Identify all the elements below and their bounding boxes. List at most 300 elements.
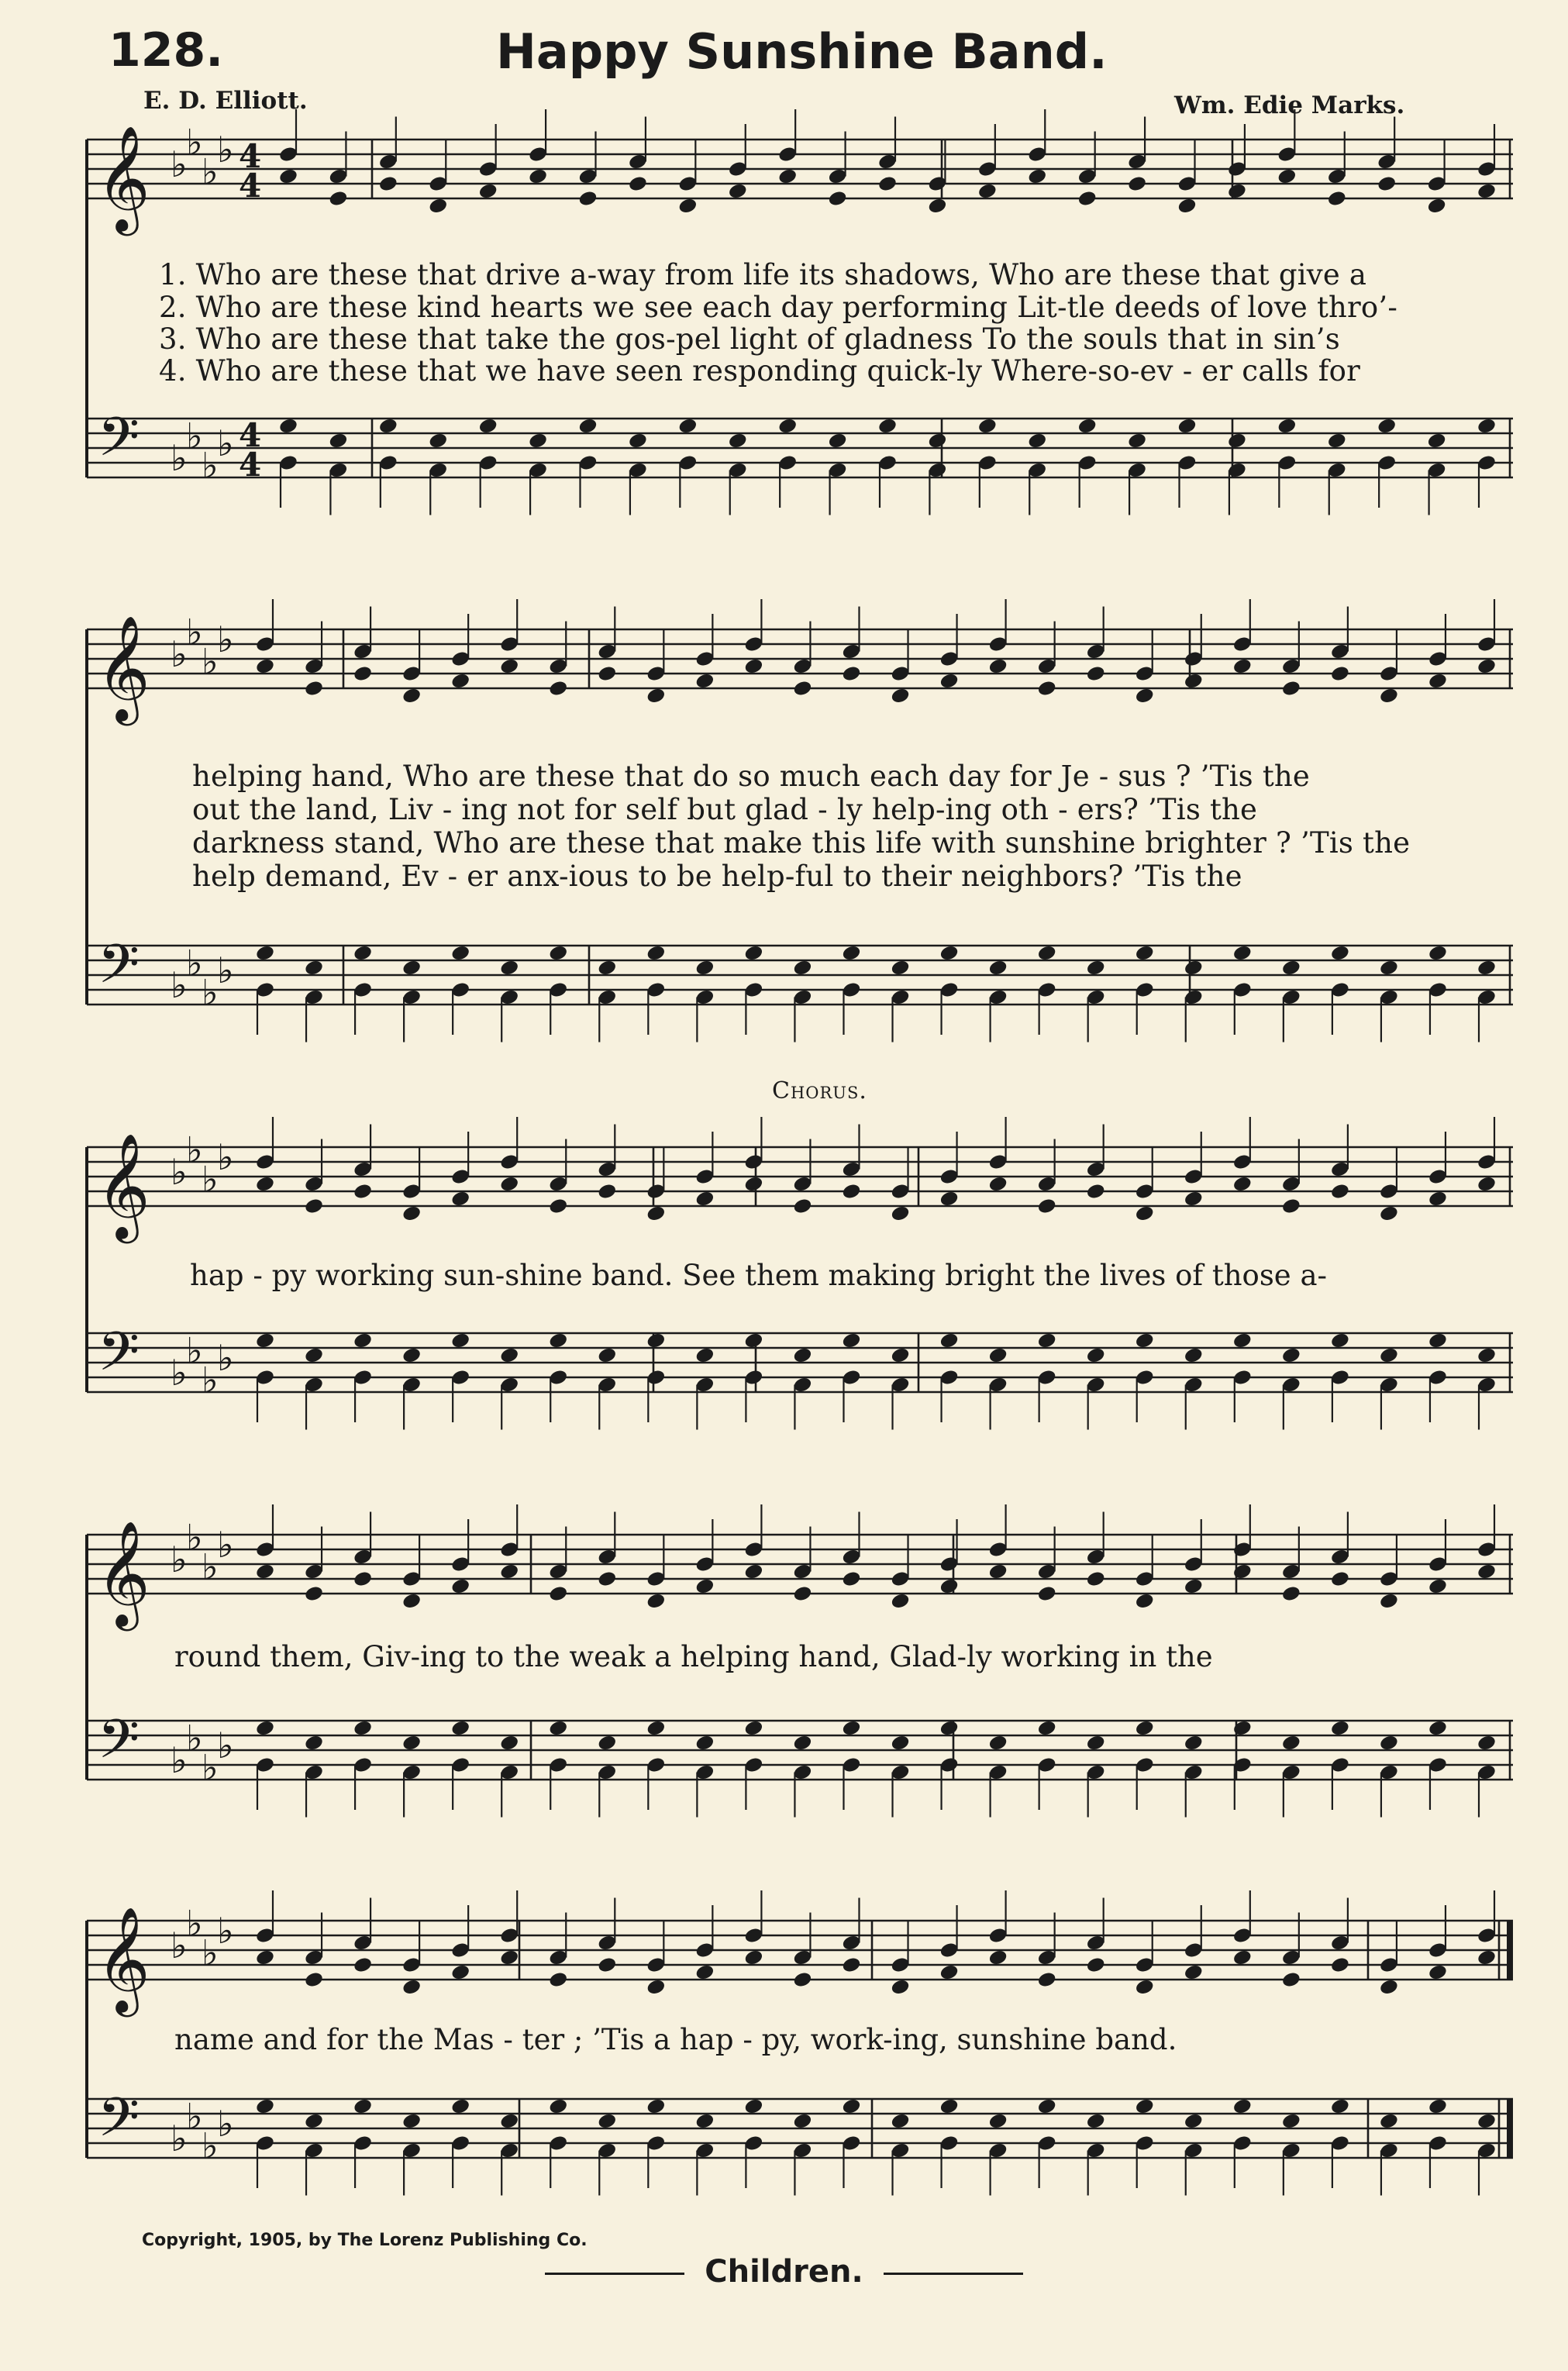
alto-note [743,1949,763,1966]
flat-sign: ♭ [217,1337,234,1379]
tenor-note [792,1346,812,1364]
alto-note [548,679,568,697]
tenor-note [304,2112,324,2130]
tenor-note [646,944,666,962]
alto-note [939,1963,959,1981]
tenor-note [548,1332,568,1349]
lyricist-credit: E. D. Elliott. [143,87,308,115]
tenor-note [304,1346,324,1364]
alto-note [1232,657,1253,675]
alto-note [827,189,847,207]
alto-note [743,1563,763,1580]
tenor-note [1477,959,1497,977]
tenor-note [1184,1346,1204,1364]
tenor-note [1135,1332,1155,1349]
alto-note [353,1182,373,1200]
tenor-note [401,1346,422,1364]
footer-label: Children. [705,2254,863,2290]
tenor-note [1379,1734,1399,1752]
alto-note [597,1956,617,1973]
tenor-note [1281,959,1301,977]
alto-note [401,1978,422,1996]
flat-sign: ♭ [186,415,203,457]
tenor-note [597,959,617,977]
alto-note [1177,197,1197,215]
tenor-note [1477,2112,1497,2130]
tenor-note [841,1719,861,1737]
tenor-note [877,417,898,435]
tenor-note [743,2097,763,2115]
tenor-note [939,1719,959,1737]
flat-sign: ♭ [186,121,203,164]
hymn-number: 128. [109,23,224,78]
alto-note [1327,189,1347,207]
alto-note [927,197,947,215]
treble-clef: 𝄞 [96,1519,150,1626]
alto-note [1085,664,1105,682]
verse-2-line-1: 2. Who are these kind hearts we see each day performing Lit-tle deeds of love thro’- [159,291,1398,324]
tenor-note [987,2112,1008,2130]
alto-note [1426,197,1446,215]
alto-note [628,174,648,192]
alto-note [890,687,910,705]
alto-note [577,189,598,207]
alto-note [890,1204,910,1222]
alto-note [1277,167,1297,185]
tenor-note [450,1332,470,1349]
time-signature-digit: 4 [239,416,262,455]
tenor-note [304,959,324,977]
tenor-note [1036,2097,1056,2115]
tenor-note [1177,417,1197,435]
tenor-note [646,1332,666,1349]
alto-note [304,1584,324,1602]
alto-note [328,189,348,207]
alto-note [1330,664,1350,682]
alto-note [1135,687,1155,705]
alto-note [1428,1963,1448,1981]
tenor-note [1277,417,1297,435]
tenor-note [1027,432,1047,450]
flat-sign: ♭ [171,1352,188,1394]
flat-sign: ♭ [171,1925,188,1966]
alto-note [1232,1563,1253,1580]
verse-4-line-1: 4. Who are these that we have seen responding quick-ly Where-so-ev - er calls for [159,354,1360,388]
alto-note [1036,679,1056,697]
flat-sign: ♭ [217,1136,234,1178]
time-signature-digit: 4 [239,446,262,484]
alto-note [939,1190,959,1208]
copyright-notice: Copyright, 1905, by The Lorenz Publishing Co. [142,2231,588,2250]
alto-note [694,1190,715,1208]
tenor-note [1036,1719,1056,1737]
alto-note [401,1592,422,1610]
flat-sign: ♭ [202,1932,219,1974]
tenor-note [1428,1719,1448,1737]
alto-note [401,687,422,705]
alto-note [1027,167,1047,185]
tenor-note [1135,2097,1155,2115]
ornament-left [545,2273,684,2275]
alto-note [1184,1577,1204,1595]
tenor-note [499,959,519,977]
tenor-note [677,417,698,435]
alto-note [1127,174,1147,192]
alto-note [987,1949,1008,1966]
tenor-note [255,944,275,962]
tenor-note [728,432,748,450]
tenor-note [255,2097,275,2115]
alto-note [548,1197,568,1215]
flat-sign: ♭ [202,640,219,683]
bass-clef: 𝄢 [98,1320,140,1396]
tenor-note [1330,1332,1350,1349]
alto-note [1428,672,1448,690]
flat-sign: ♭ [171,1151,188,1193]
bass-clef: 𝄢 [98,405,140,481]
alto-note [499,1949,519,1966]
chorus-label: Chorus. [772,1077,867,1105]
tenor-note [255,1719,275,1737]
tenor-note [1428,1332,1448,1349]
flat-sign: ♭ [202,2125,219,2167]
alto-note [1477,1175,1497,1193]
alto-note [499,657,519,675]
tenor-note [450,944,470,962]
alto-note [743,1175,763,1193]
alto-note [777,167,798,185]
alto-note [646,1204,666,1222]
alto-note [1477,1563,1497,1580]
flat-sign: ♭ [217,129,234,171]
alto-note [428,197,448,215]
hymn-title: Happy Sunshine Band. [496,23,1108,80]
tenor-note [1477,1346,1497,1364]
tenor-note [353,1332,373,1349]
alto-note [694,1577,715,1595]
alto-note [987,1563,1008,1580]
alto-note [548,1970,568,1988]
tenor-note [939,2097,959,2115]
alto-note [1036,1584,1056,1602]
flat-sign: ♭ [217,2103,234,2145]
tenor-note [1330,2097,1350,2115]
alto-note [1184,1190,1204,1208]
alto-note [1135,1204,1155,1222]
tenor-note [841,944,861,962]
ornament-right [884,2273,1023,2275]
tenor-note [743,1719,763,1737]
tenor-note [255,1332,275,1349]
bass-clef: 𝄢 [98,2086,140,2162]
alto-note [1135,1592,1155,1610]
time-signature-digit: 4 [239,167,262,205]
alto-note [1232,1949,1253,1966]
tenor-note [1227,432,1247,450]
tenor-note [1085,2112,1105,2130]
alto-note [450,1190,470,1208]
alto-note [597,664,617,682]
alto-note [1281,679,1301,697]
verse-3-line-2: darkness stand, Who are these that make this life with sunshine brighter ? ’Tis the [192,826,1411,860]
tenor-note [792,959,812,977]
alto-note [255,1563,275,1580]
alto-note [694,1963,715,1981]
alto-note [378,174,398,192]
tenor-note [694,1346,715,1364]
alto-note [987,657,1008,675]
tenor-note [1477,417,1497,435]
tenor-note [1232,944,1253,962]
alto-note [841,664,861,682]
chorus-line-2: round them, Giv-ing to the weak a helping hand, Glad-ly working in the [174,1640,1213,1673]
tenor-note [977,417,998,435]
alto-note [1330,1182,1350,1200]
tenor-note [1085,1346,1105,1364]
composer-credit: Wm. Edie Marks. [1174,91,1405,119]
tenor-note [1184,959,1204,977]
tenor-note [1036,1332,1056,1349]
alto-note [401,1204,422,1222]
tenor-note [1135,1719,1155,1737]
flat-sign: ♭ [217,1910,234,1952]
tenor-note [1281,2112,1301,2130]
alto-note [528,167,548,185]
alto-note [890,1592,910,1610]
tenor-note [577,417,598,435]
alto-note [1184,1963,1204,1981]
tenor-note [428,432,448,450]
alto-note [1036,1197,1056,1215]
tenor-note [987,1346,1008,1364]
tenor-note [743,1332,763,1349]
alto-note [877,174,898,192]
tenor-note [927,432,947,450]
tenor-note [378,417,398,435]
tenor-note [841,1332,861,1349]
flat-sign: ♭ [171,1539,188,1580]
alto-note [939,672,959,690]
tenor-note [1330,944,1350,962]
verse-1-line-1: 1. Who are these that drive a-way from life its shadows, Who are these that give a [159,258,1367,291]
tenor-note [646,2097,666,2115]
alto-note [977,182,998,200]
tenor-note [1085,959,1105,977]
tenor-note [401,1734,422,1752]
tenor-note [1428,2097,1448,2115]
verse-1-line-2: helping hand, Who are these that do so much each day for Je - sus ? ’Tis the [192,760,1311,793]
alto-note [646,687,666,705]
alto-note [255,1175,275,1193]
tenor-note [353,1719,373,1737]
alto-note [1379,687,1399,705]
alto-note [792,1584,812,1602]
tenor-note [1184,1734,1204,1752]
tenor-note [499,1734,519,1752]
flat-sign: ♭ [217,422,234,464]
tenor-note [694,1734,715,1752]
tenor-note [528,432,548,450]
alto-note [1085,1570,1105,1587]
tenor-note [328,432,348,450]
alto-note [304,1970,324,1988]
tenor-note [1232,1719,1253,1737]
tenor-note [548,1719,568,1737]
tenor-note [890,1734,910,1752]
alto-note [353,1570,373,1587]
alto-note [1085,1956,1105,1973]
alto-note [1281,1584,1301,1602]
alto-note [1036,1970,1056,1988]
chorus-line-1: hap - py working sun-shine band. See them making bright the lives of those a- [190,1259,1328,1292]
tenor-note [1379,959,1399,977]
tenor-note [1281,1346,1301,1364]
flat-sign: ♭ [171,964,188,1006]
tenor-note [1379,1346,1399,1364]
bass-clef: 𝄢 [98,1708,140,1783]
alto-note [743,657,763,675]
alto-note [450,672,470,690]
tenor-note [304,1734,324,1752]
tenor-note [1379,2112,1399,2130]
alto-note [499,1175,519,1193]
alto-note [1077,189,1097,207]
flat-sign: ♭ [217,1524,234,1566]
alto-note [597,1182,617,1200]
tenor-note [628,432,648,450]
flat-sign: ♭ [217,619,234,660]
tenor-note [777,417,798,435]
alto-note [1227,182,1247,200]
tenor-note [401,959,422,977]
flat-sign: ♭ [186,1329,203,1372]
tenor-note [1184,2112,1204,2130]
treble-clef: 𝄞 [96,124,150,231]
alto-note [1330,1956,1350,1973]
tenor-note [1036,944,1056,962]
flat-sign: ♭ [171,1739,188,1781]
tenor-note [450,2097,470,2115]
tenor-note [1426,432,1446,450]
alto-note [353,664,373,682]
tenor-note [792,2112,812,2130]
alto-note [304,679,324,697]
alto-note [548,1584,568,1602]
alto-note [841,1570,861,1587]
alto-note [792,1970,812,1988]
tenor-note [477,417,498,435]
tenor-note [939,944,959,962]
verse-4-line-2: help demand, Ev - er anx-ious to be help-ful to their neighbors? ’Tis the [192,860,1242,893]
tenor-note [499,1346,519,1364]
alto-note [677,197,698,215]
tenor-note [890,959,910,977]
tenor-note [1127,432,1147,450]
flat-sign: ♭ [171,2118,188,2159]
alto-note [841,1956,861,1973]
tenor-note [278,417,298,435]
flat-sign: ♭ [171,143,188,185]
treble-clef: 𝄞 [96,1132,150,1239]
flat-sign: ♭ [202,1746,219,1789]
alto-note [1330,1570,1350,1587]
tenor-note [597,2112,617,2130]
alto-note [890,1978,910,1996]
flat-sign: ♭ [202,1359,219,1401]
tenor-note [890,1346,910,1364]
alto-note [1281,1970,1301,1988]
tenor-note [1232,1332,1253,1349]
tenor-note [1428,944,1448,962]
tenor-note [987,959,1008,977]
treble-clef: 𝄞 [96,1905,150,2012]
tenor-note [353,944,373,962]
tenor-note [548,944,568,962]
flat-sign: ♭ [202,1546,219,1588]
tenor-note [548,2097,568,2115]
alto-note [792,679,812,697]
flat-sign: ♭ [171,437,188,479]
verse-3-line-1: 3. Who are these that take the gos-pel light of gladness To the souls that in sin’s [159,322,1340,356]
tenor-note [401,2112,422,2130]
alto-note [477,182,498,200]
alto-note [304,1197,324,1215]
alto-note [792,1197,812,1215]
flat-sign: ♭ [217,1725,234,1766]
tenor-note [1330,1719,1350,1737]
alto-note [1232,1175,1253,1193]
alto-note [728,182,748,200]
alto-note [255,1949,275,1966]
tenor-note [1477,1734,1497,1752]
alto-note [987,1175,1008,1193]
treble-clef: 𝄞 [96,614,150,721]
tenor-note [694,959,715,977]
alto-note [1085,1182,1105,1200]
tenor-note [1085,1734,1105,1752]
alto-note [1428,1577,1448,1595]
alto-note [694,672,715,690]
alto-note [1477,657,1497,675]
alto-note [450,1577,470,1595]
tenor-note [1135,944,1155,962]
tenor-note [939,1332,959,1349]
footer-category [0,2254,1568,2290]
tenor-note [890,2112,910,2130]
flat-sign: ♭ [186,1902,203,1945]
flat-sign: ♭ [186,942,203,984]
time-signature-digit: 4 [239,137,262,176]
tenor-note [987,1734,1008,1752]
alto-note [1377,174,1397,192]
tenor-note [827,432,847,450]
tenor-note [499,2112,519,2130]
tenor-note [597,1734,617,1752]
alto-note [1135,1978,1155,1996]
alto-note [841,1182,861,1200]
flat-sign: ♭ [186,1717,203,1759]
flat-sign: ♭ [171,633,188,675]
alto-note [278,167,298,185]
alto-note [1281,1197,1301,1215]
bass-clef: 𝄢 [98,932,140,1008]
alto-note [646,1978,666,1996]
flat-sign: ♭ [202,1158,219,1201]
alto-note [646,1592,666,1610]
tenor-note [841,2097,861,2115]
tenor-note [597,1346,617,1364]
tenor-note [450,1719,470,1737]
